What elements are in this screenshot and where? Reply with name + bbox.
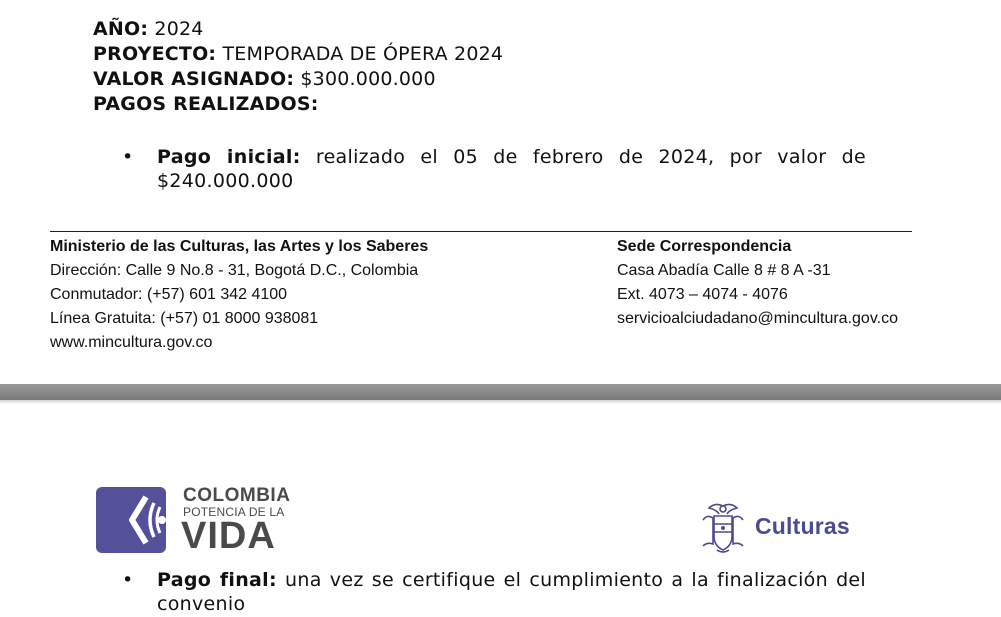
bullet-body: una vez se certifique el cumplimiento a la finalización del convenio bbox=[157, 569, 867, 615]
assigned-value-label: VALOR ASIGNADO: bbox=[93, 68, 295, 90]
footer-correspondence-extensions: Ext. 4073 – 4074 - 4076 bbox=[617, 286, 788, 303]
project-row bbox=[93, 42, 503, 67]
bullet-label: Pago final: bbox=[157, 569, 277, 591]
assigned-value-row bbox=[93, 67, 503, 92]
culturas-logo-text: Culturas bbox=[755, 513, 850, 539]
bullet-marker: • bbox=[122, 146, 134, 168]
footer-ministry-website[interactable]: www.mincultura.gov.co bbox=[50, 334, 213, 351]
footer-correspondence bbox=[617, 235, 898, 331]
page-separator-shadow bbox=[0, 400, 1001, 404]
year-value: 2024 bbox=[154, 18, 204, 40]
footer-correspondence-address: Casa Abadía Calle 8 # 8 A -31 bbox=[617, 262, 831, 279]
footer-ministry bbox=[50, 235, 428, 355]
footer-correspondence-email[interactable]: servicioalciudadano@mincultura.gov.co bbox=[617, 310, 898, 327]
footer-correspondence-title: Sede Correspondencia bbox=[617, 238, 792, 255]
project-info-block bbox=[93, 17, 503, 117]
bullet-marker: • bbox=[122, 569, 134, 591]
footer-ministry-title: Ministerio de las Culturas, las Artes y los Saberes bbox=[50, 238, 429, 255]
colombia-logo-line1: COLOMBIA bbox=[183, 485, 291, 506]
footer-ministry-address: Dirección: Calle 9 No.8 - 31, Bogotá D.C., Colombia bbox=[50, 262, 419, 279]
year-label: AÑO: bbox=[93, 18, 149, 40]
bullet-label: Pago inicial: bbox=[157, 146, 301, 168]
bullet-text bbox=[157, 568, 866, 616]
bullet-text bbox=[157, 145, 866, 193]
footer-ministry-toll-free: Línea Gratuita: (+57) 01 8000 938081 bbox=[50, 310, 319, 327]
payments-row bbox=[93, 92, 503, 117]
coat-of-arms-icon bbox=[697, 500, 749, 556]
project-label: PROYECTO: bbox=[93, 43, 217, 65]
footer-divider bbox=[50, 231, 912, 232]
page-separator bbox=[0, 384, 1001, 400]
assigned-value-amount: $300.000.000 bbox=[300, 68, 436, 90]
colombia-logo-line3: VIDA bbox=[181, 515, 276, 557]
culturas-logo bbox=[697, 500, 857, 556]
footer-ministry-switchboard: Conmutador: (+57) 601 342 4100 bbox=[50, 286, 288, 303]
colombia-potencia-de-la-vida-logo bbox=[96, 485, 291, 555]
bullet-body: realizado el 05 de febrero de 2024, por valor de $240.000.000 bbox=[157, 146, 866, 192]
colombia-logo-line2: POTENCIA DE LA bbox=[183, 505, 285, 519]
payments-label: PAGOS REALIZADOS: bbox=[93, 93, 319, 115]
project-value: TEMPORADA DE ÓPERA 2024 bbox=[222, 43, 504, 65]
colombia-logo-mark-icon bbox=[96, 485, 176, 555]
year-row bbox=[93, 17, 503, 42]
